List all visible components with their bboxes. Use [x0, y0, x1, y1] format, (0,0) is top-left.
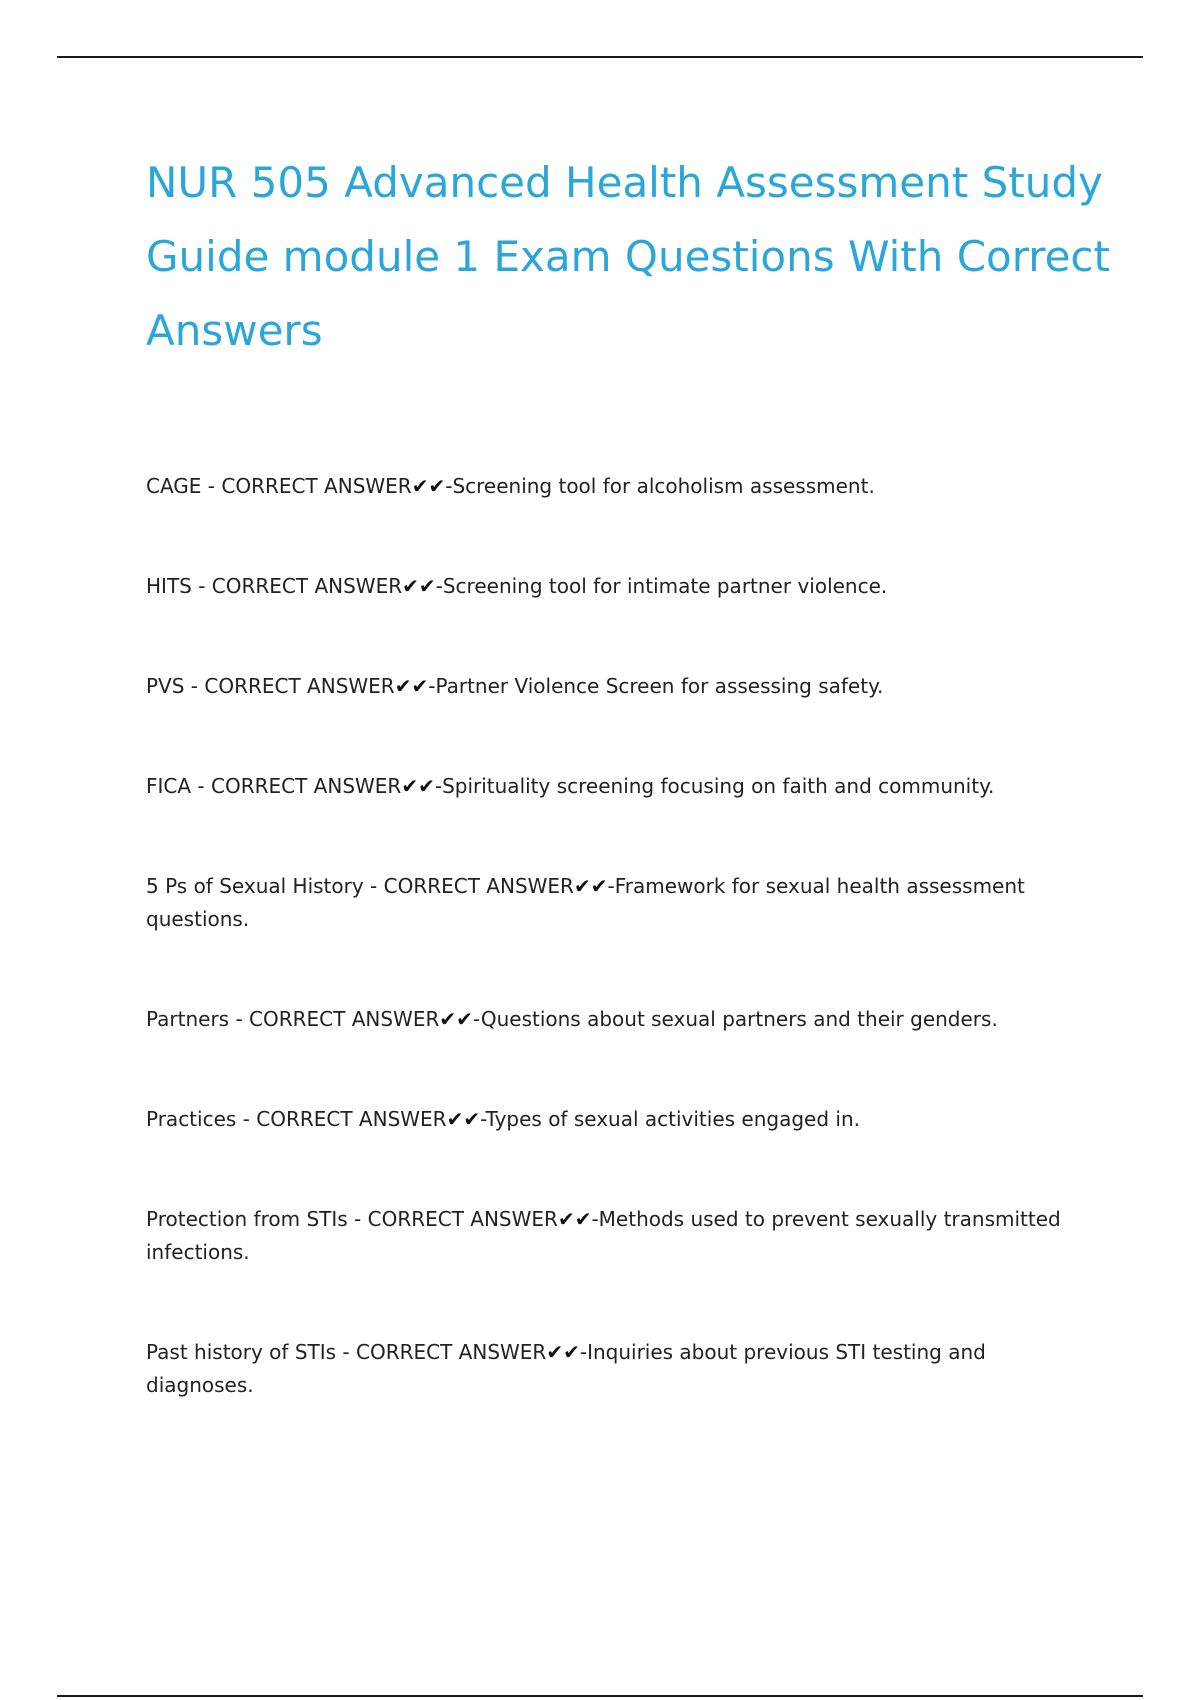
answer-marker: CORRECT ANSWER [204, 674, 395, 698]
check-marks-icon: ✔✔ [446, 1107, 481, 1131]
qa-answer: Questions about sexual partners and their genders. [480, 1007, 998, 1031]
qa-item-cage: CAGE - CORRECT ANSWER✔✔-Screening tool for alcoholism assessment. [146, 474, 875, 498]
answer-marker: CORRECT ANSWER [211, 774, 402, 798]
qa-answer: Types of sexual activities engaged in. [485, 1107, 860, 1131]
qa-answer: Inquiries about previous STI testing and diagnoses. [146, 1340, 986, 1397]
qa-item-past-history: Past history of STIs - CORRECT ANSWER✔✔-Inquiries about previous STI testing and diagnoses. [146, 1340, 986, 1397]
answer-marker: CORRECT ANSWER [356, 1340, 547, 1364]
qa-term: Protection from STIs [146, 1207, 348, 1231]
check-marks-icon: ✔✔ [557, 1207, 592, 1231]
qa-term: CAGE [146, 474, 202, 498]
answer-marker: CORRECT ANSWER [383, 874, 574, 898]
qa-item-pvs: PVS - CORRECT ANSWER✔✔-Partner Violence Screen for assessing safety. [146, 674, 884, 698]
bottom-divider [57, 1695, 1143, 1697]
answer-marker: CORRECT ANSWER [367, 1207, 558, 1231]
qa-item-fica: FICA - CORRECT ANSWER✔✔-Spirituality screening focusing on faith and community. [146, 774, 995, 798]
check-marks-icon: ✔✔ [573, 874, 608, 898]
qa-term: PVS [146, 674, 185, 698]
qa-answer: Screening tool for intimate partner violence. [442, 574, 888, 598]
check-marks-icon: ✔✔ [439, 1007, 473, 1031]
qa-answer: Methods used to prevent sexually transmitted infections. [146, 1207, 1061, 1264]
qa-term: 5 Ps of Sexual History [146, 874, 364, 898]
qa-term: HITS [146, 574, 192, 598]
check-marks-icon: ✔✔ [394, 674, 429, 698]
top-divider [57, 56, 1143, 58]
answer-marker: CORRECT ANSWER [221, 474, 412, 498]
qa-answer: Spirituality screening focusing on faith and community. [442, 774, 995, 798]
answer-marker: CORRECT ANSWER [249, 1007, 440, 1031]
qa-answer: Screening tool for alcoholism assessment. [452, 474, 875, 498]
check-marks-icon: ✔✔ [411, 474, 446, 498]
qa-item-protection: Protection from STIs - CORRECT ANSWER✔✔-Methods used to prevent sexually transmitted infections. [146, 1207, 1061, 1264]
qa-answer: Partner Violence Screen for assessing safety. [435, 674, 884, 698]
qa-item-5ps: 5 Ps of Sexual History - CORRECT ANSWER✔✔-Framework for sexual health assessment questions. [146, 874, 1025, 931]
check-marks-icon: ✔✔ [546, 1340, 580, 1364]
answer-marker: CORRECT ANSWER [211, 574, 403, 598]
answer-marker: CORRECT ANSWER [256, 1107, 447, 1131]
qa-answer: Framework for sexual health assessment questions. [146, 874, 1025, 931]
qa-item-partners: Partners - CORRECT ANSWER✔✔-Questions about sexual partners and their genders. [146, 1007, 998, 1031]
qa-term: Practices [146, 1107, 237, 1131]
qa-list [146, 470, 1096, 1469]
check-marks-icon: ✔✔ [401, 774, 435, 798]
qa-term: Past history of STIs [146, 1340, 337, 1364]
check-marks-icon: ✔✔ [402, 574, 436, 598]
qa-term: Partners [146, 1007, 230, 1031]
qa-term: FICA [146, 774, 192, 798]
qa-item-practices: Practices - CORRECT ANSWER✔✔-Types of sexual activities engaged in. [146, 1107, 860, 1131]
document-title: NUR 505 Advanced Health Assessment Study Guide module 1 Exam Questions With Correct Answers [146, 158, 1110, 355]
qa-item-hits: HITS - CORRECT ANSWER✔✔-Screening tool for intimate partner violence. [146, 574, 888, 598]
